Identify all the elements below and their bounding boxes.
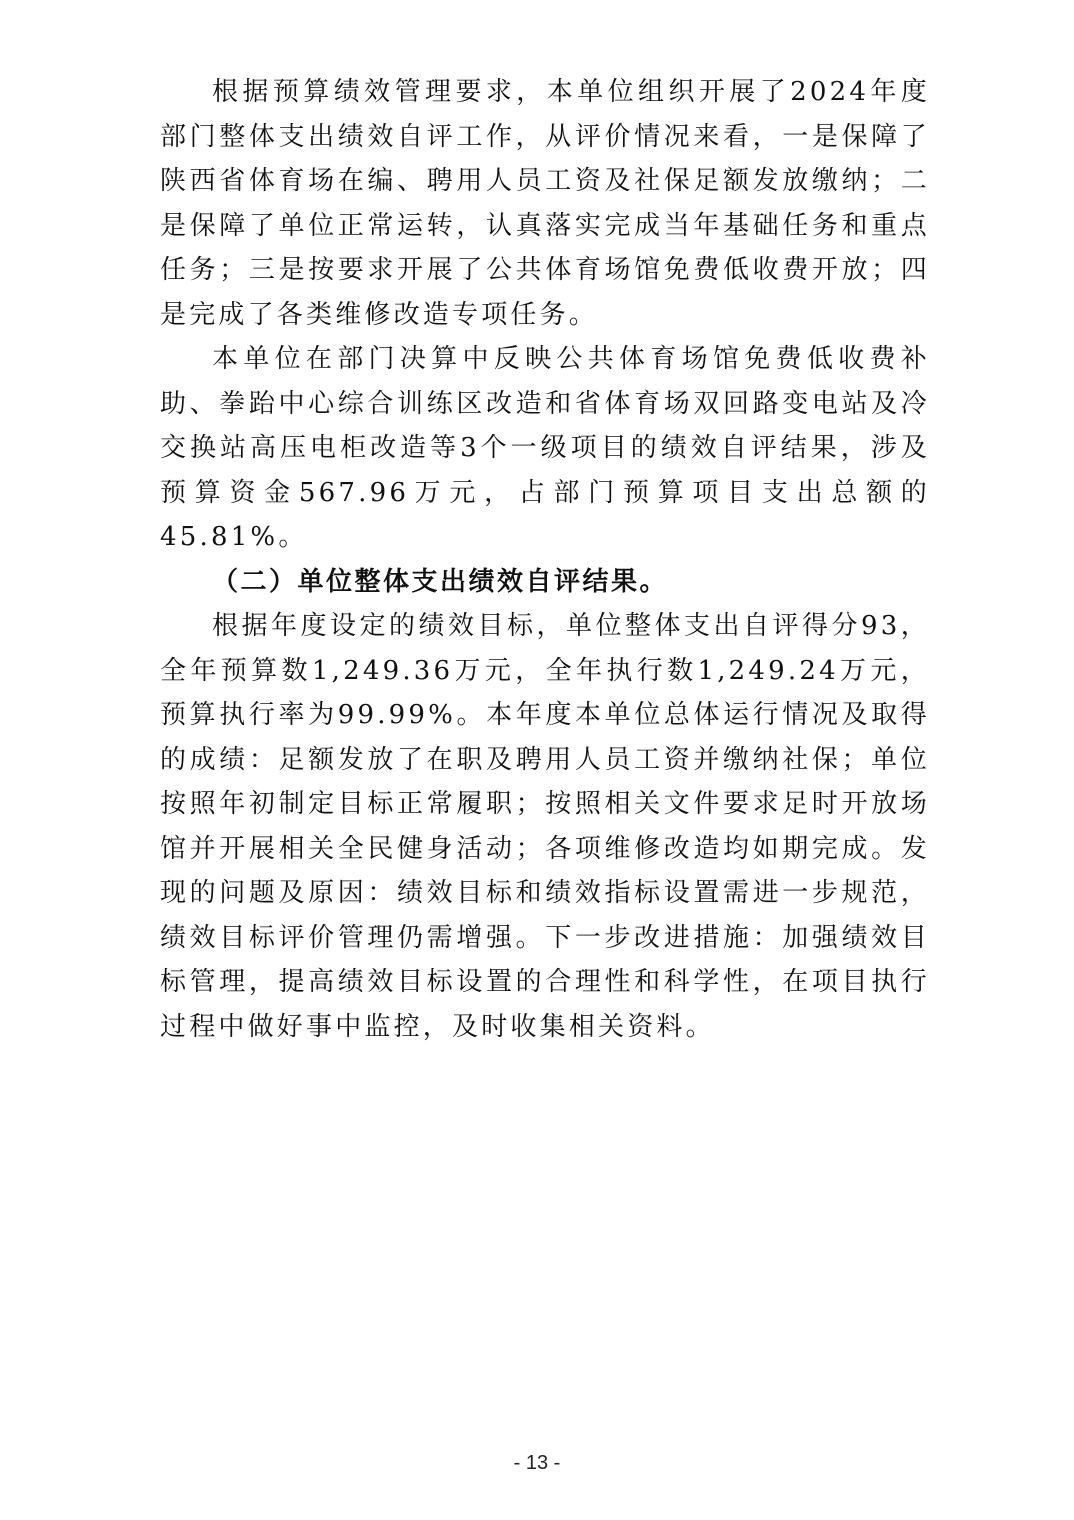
page-number: - 13 -	[513, 1452, 561, 1474]
document-body	[160, 70, 930, 1049]
paragraph-performance-overview: 根据预算绩效管理要求，本单位组织开展了2024年度部门整体支出绩效自评工作，从评价情况来看，一是保障了陕西省体育场在编、聘用人员工资及社保足额发放缴纳；二是保障了单位正常运转，认真落实完成当年基础任务和重点任务；三是按要求开展了公共体育场馆免费低收费开放；四是完成了各类维修改造专项任务。	[160, 77, 930, 330]
section-heading: （二）单位整体支出绩效自评结果。	[212, 566, 669, 597]
paragraph-overall-results: 根据年度设定的绩效目标，单位整体支出自评得分93，全年预算数1,249.36万元，全年执行数1,249.24万元，预算执行率为99.99%。本年度本单位总体运行情况及取得的成绩：足额发放了在职及聘用人员工资并缴纳社保；单位按照年初制定目标正常履职；按照相关文件要求足时开放场馆并开展相关全民健身活动；各项维修改造均如期完成。发现的问题及原因：绩效目标和绩效指标设置需进一步规范，绩效目标评价管理仍需增强。下一步改进措施：加强绩效目标管理，提高绩效目标设置的合理性和科学性，在项目执行过程中做好事中监控，及时收集相关资料。	[160, 611, 930, 1042]
paragraph-project-results: 本单位在部门决算中反映公共体育场馆免费低收费补助、拳跆中心综合训练区改造和省体育场双回路变电站及冷交换站高压电柜改造等3个一级项目的绩效自评结果，涉及预算资金567.96万元，占部门预算项目支出总额的45.81%。	[160, 344, 930, 552]
